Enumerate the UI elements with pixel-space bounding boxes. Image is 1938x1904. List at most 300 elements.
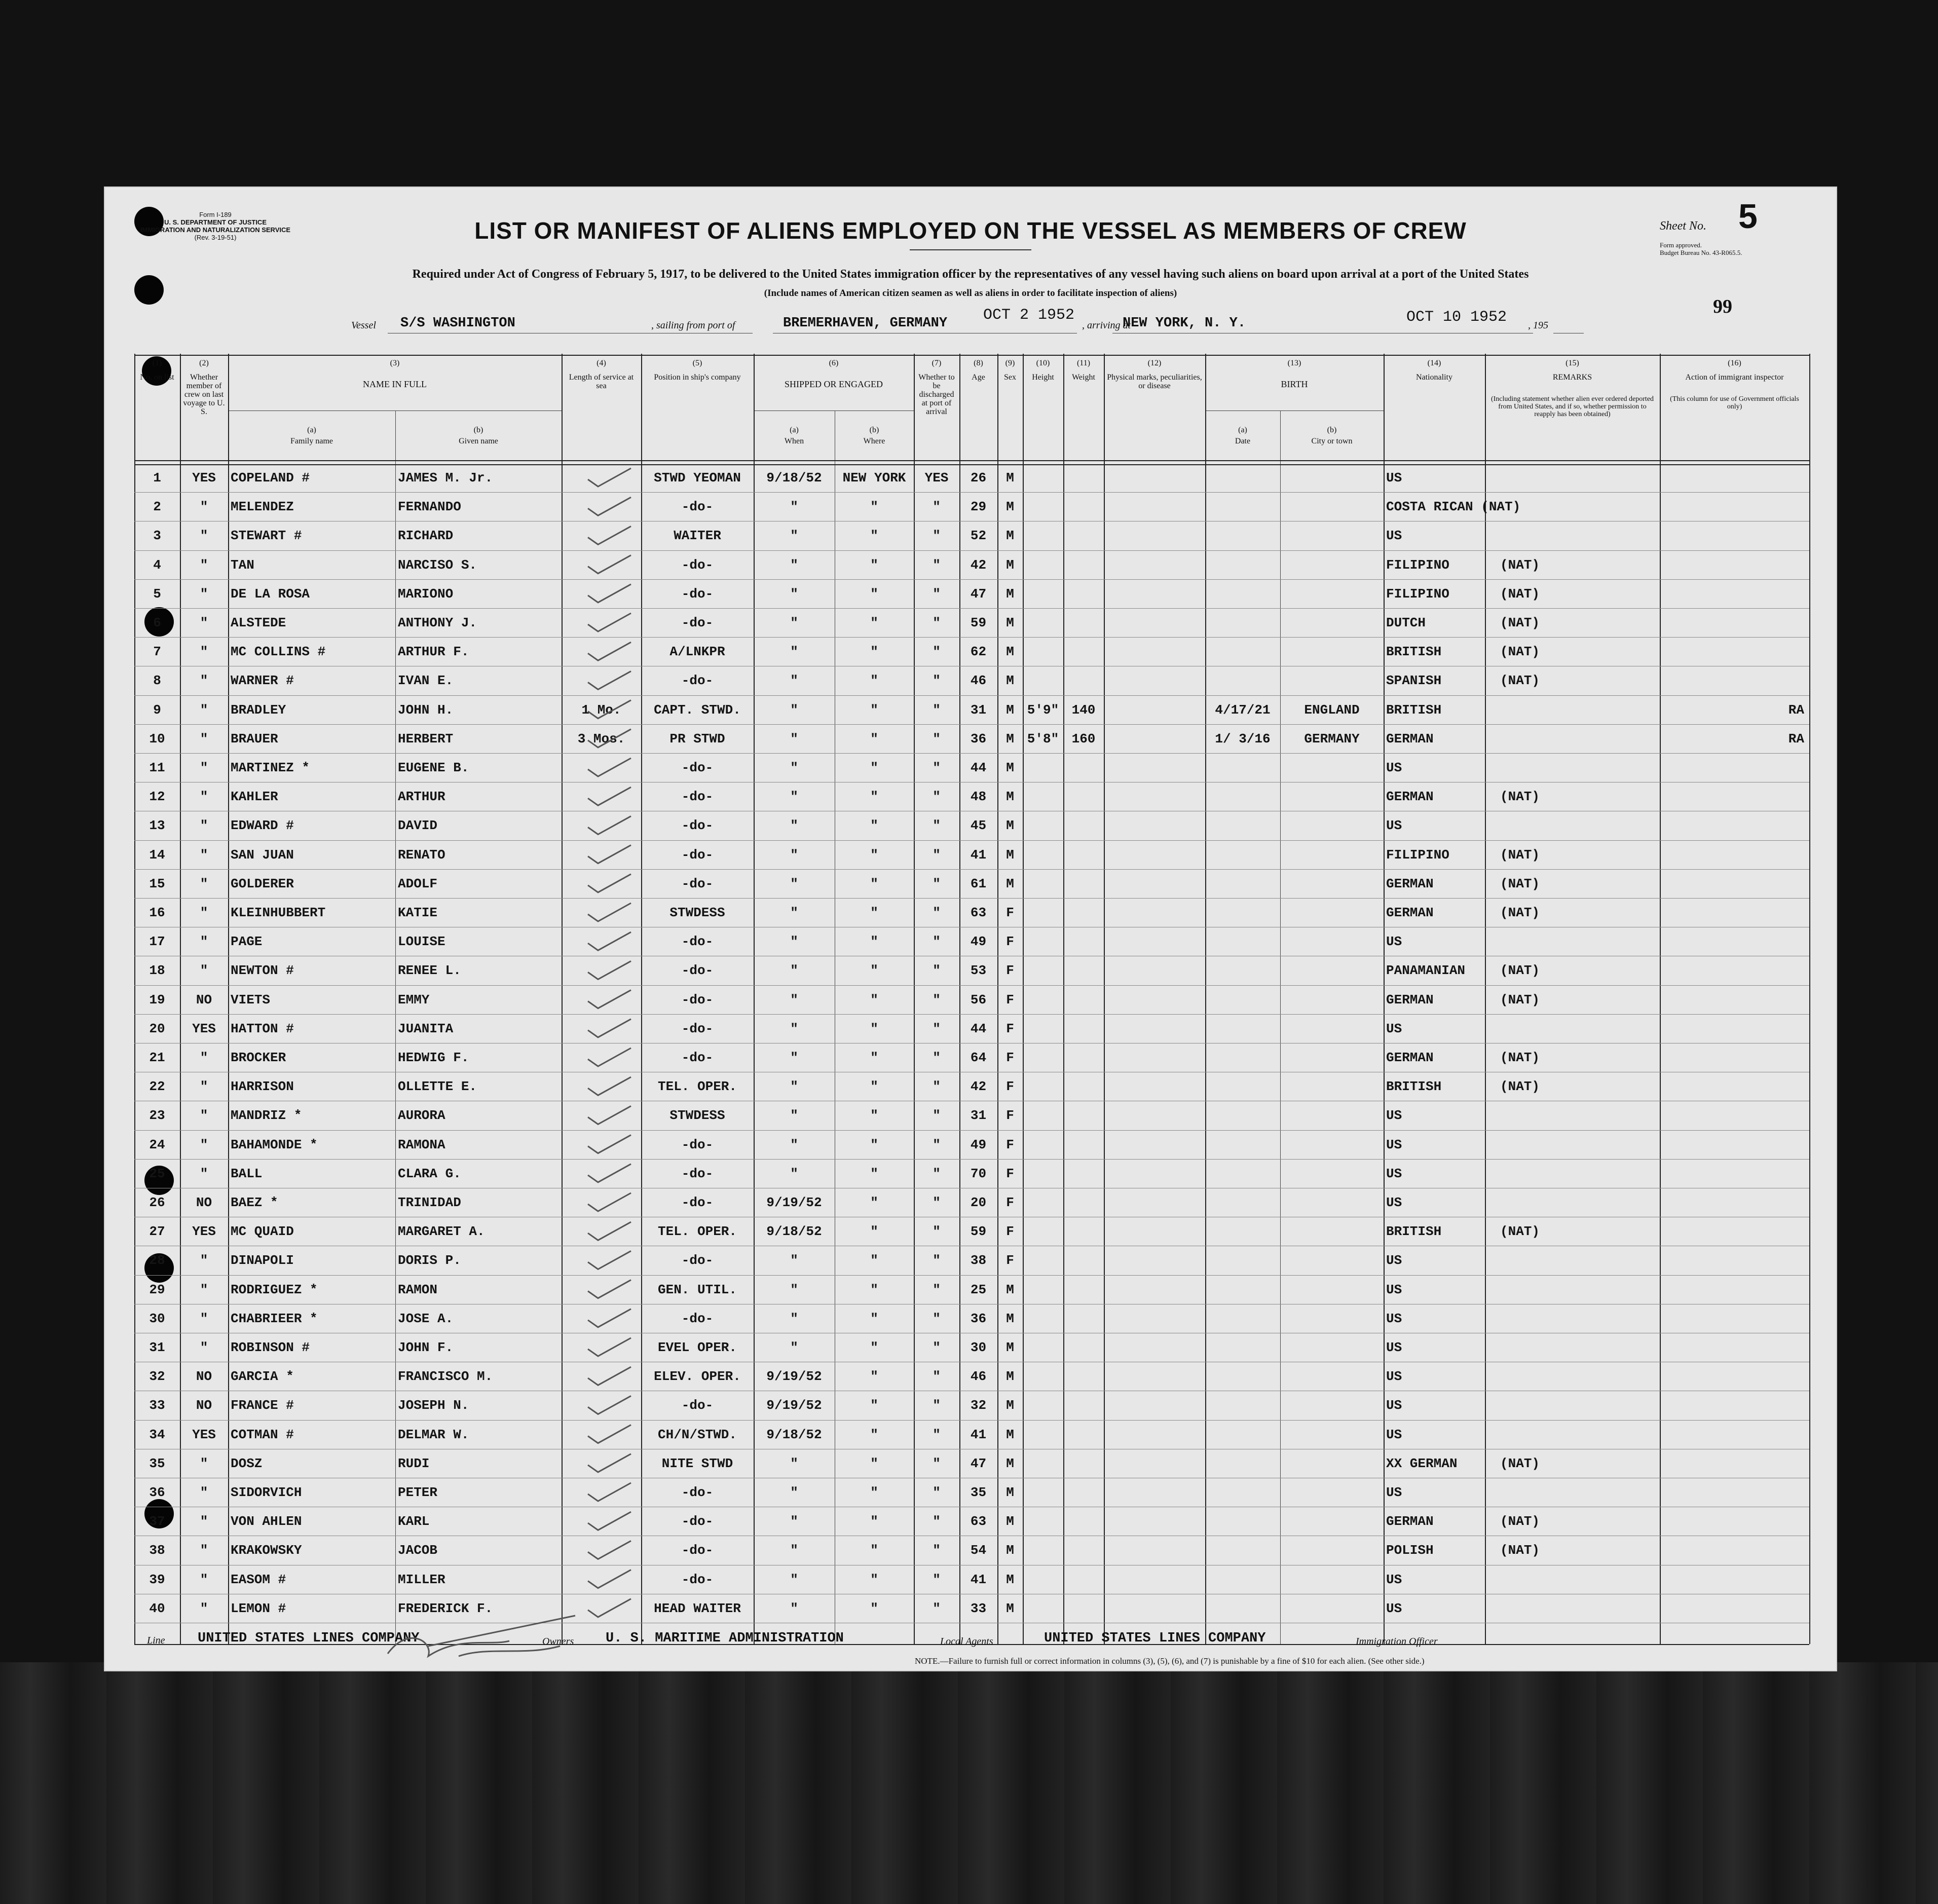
row-when: " [790,992,798,1007]
row-where: " [870,905,878,920]
row-no: 22 [149,1079,165,1095]
row-no: 5 [153,586,161,602]
row-given: JOHN F. [398,1340,454,1355]
sailing-label: , sailing from port of [651,320,735,331]
row-age: 41 [970,1427,987,1442]
row-age: 31 [970,702,987,718]
subcolumn-b-number: (b) [1327,426,1337,434]
row-disch: " [933,876,941,891]
row-family: ALSTEDE [231,615,286,630]
row-nat: XX GERMAN [1386,1455,1458,1471]
row-position: WAITER [674,528,721,544]
handwritten-marks [104,186,1837,1671]
column-label: Weight [1072,373,1095,382]
row-no: 35 [149,1455,165,1471]
column-number: (9) [1005,359,1015,367]
footer-note: NOTE.—Failure to furnish full or correct information in columns (3), (5), (6), and (7) is punishable by a fine of $10 for each alien. (See other side.) [915,1656,1425,1666]
column-label: Nationality [1416,373,1452,382]
row-family: MELENDEZ [231,499,294,515]
row-weight: 140 [1071,702,1096,718]
row-disch: " [933,702,941,718]
row-family: HARRISON [231,1079,294,1095]
row-when: " [790,847,798,863]
row-disch: " [933,1224,941,1240]
row-where: " [870,644,878,660]
owners-label: Owners [542,1636,574,1647]
row-where: " [870,1166,878,1181]
row-service: 3 Mos. [577,731,625,746]
agents-label: Local Agents [940,1636,993,1647]
row-age: 48 [970,789,987,805]
row-no: 28 [149,1253,165,1268]
row-family: VON AHLEN [231,1514,302,1529]
row-position: STWDESS [669,905,725,920]
row-given: MARIONO [398,586,454,602]
row-no: 36 [149,1485,165,1500]
row-position: -do- [681,1398,714,1413]
row-sex: M [1006,557,1014,573]
row-where: " [870,934,878,950]
row-when: " [790,1543,798,1558]
row-where: " [870,1572,878,1587]
row-no: 6 [153,615,161,630]
row-given: MILLER [398,1572,445,1587]
row-where: " [870,702,878,718]
row-prev: " [200,557,208,573]
signature-scribble [388,1616,575,1656]
row-sex: M [1006,1369,1014,1385]
row-nat: US [1386,528,1402,544]
row-family: MARTINEZ * [231,760,310,775]
row-when: " [790,934,798,950]
vessel-name: S/S WASHINGTON [400,316,515,331]
row-where: " [870,1369,878,1385]
row-disch: " [933,499,941,515]
column-label: BIRTH [1281,379,1308,389]
row-family: MC COLLINS # [231,644,326,660]
row-nat: PANAMANIAN [1386,963,1466,979]
row-sex: M [1006,1282,1014,1297]
row-position: -do- [681,1485,714,1500]
row-position: STWD YEOMAN [654,470,741,486]
row-no: 14 [149,847,165,863]
row-prev: " [200,1253,208,1268]
row-nat: GERMAN [1386,789,1434,805]
row-family: RODRIGUEZ * [231,1282,318,1297]
row-no: 7 [153,644,161,660]
row-disch: " [933,789,941,805]
row-where: " [870,1021,878,1036]
row-sex: M [1006,1455,1014,1471]
row-given: FERNANDO [398,499,461,515]
row-disch: " [933,1050,941,1065]
row-family: MC QUAID [231,1224,294,1240]
row-age: 56 [970,992,987,1007]
row-no: 32 [149,1369,165,1385]
row-prev: " [200,1514,208,1529]
row-nat: BRITISH [1386,1079,1442,1095]
row-when: " [790,644,798,660]
row-when: " [790,557,798,573]
row-prev: " [200,818,208,834]
row-position: -do- [681,934,714,950]
row-disch: " [933,644,941,660]
row-age: 54 [970,1543,987,1558]
row-where: " [870,876,878,891]
row-prev: " [200,789,208,805]
row-sex: F [1006,1253,1014,1268]
column-label: Age [972,373,985,382]
row-where: " [870,1079,878,1095]
row-bdate: 1/ 3/16 [1215,731,1271,746]
row-family: BAEZ * [231,1195,278,1210]
budget-line-1: Form approved. [1660,241,1702,249]
column-number: (11) [1076,359,1091,367]
row-age: 47 [970,1455,987,1471]
row-age: 36 [970,731,987,746]
row-no: 31 [149,1340,165,1355]
row-family: DINAPOLI [231,1253,294,1268]
row-age: 45 [970,818,987,834]
row-family: ROBINSON # [231,1340,310,1355]
row-position: -do- [681,760,714,775]
column-number: (7) [931,359,942,367]
row-age: 49 [970,1137,987,1152]
row-remarks: (NAT) [1500,1514,1540,1529]
row-family: COTMAN # [231,1427,294,1442]
row-disch: " [933,905,941,920]
row-nat: US [1386,1282,1402,1297]
row-sex: M [1006,847,1014,863]
row-given: RENATO [398,847,445,863]
row-nat: US [1386,1600,1402,1616]
row-nat: US [1386,1485,1402,1500]
row-given: ADOLF [398,876,438,891]
row-when: 9/19/52 [766,1398,822,1413]
row-age: 35 [970,1485,987,1500]
column-number: (6) [829,359,839,367]
row-prev: " [200,905,208,920]
row-given: KARL [398,1514,430,1529]
row-position: -do- [681,1050,714,1065]
row-family: GARCIA * [231,1369,294,1385]
row-sex: M [1006,1543,1014,1558]
year-suffix: , 195 [1528,320,1548,331]
row-nat: DUTCH [1386,615,1426,630]
line-value: UNITED STATES LINES COMPANY [198,1631,420,1646]
row-no: 20 [149,1021,165,1036]
row-prev: " [200,702,208,718]
row-age: 44 [970,760,987,775]
row-position: -do- [681,499,714,515]
row-no: 40 [149,1600,165,1616]
row-when: " [790,905,798,920]
row-no: 12 [149,789,165,805]
row-disch: " [933,673,941,689]
row-position: -do- [681,1543,714,1558]
row-sex: M [1006,876,1014,891]
row-disch: " [933,1600,941,1616]
row-position: -do- [681,1311,714,1326]
row-given: JACOB [398,1543,438,1558]
row-no: 13 [149,818,165,834]
row-given: FREDERICK F. [398,1600,493,1616]
row-where: " [870,1195,878,1210]
row-no: 23 [149,1108,165,1124]
row-prev: NO [196,992,212,1007]
row-nat: US [1386,1195,1402,1210]
row-where: " [870,1253,878,1268]
row-when: " [790,499,798,515]
row-disch: " [933,1543,941,1558]
row-where: " [870,557,878,573]
row-when: " [790,1340,798,1355]
row-disch: " [933,760,941,775]
row-when: " [790,1282,798,1297]
row-position: -do- [681,1166,714,1181]
row-where: " [870,818,878,834]
row-when: " [790,1572,798,1587]
row-given: MARGARET A. [398,1224,485,1240]
row-nat: US [1386,1369,1402,1385]
row-age: 33 [970,1600,987,1616]
row-age: 59 [970,1224,987,1240]
form-number: Form I-189 [199,211,232,218]
row-when: " [790,731,798,746]
row-sex: M [1006,499,1014,515]
vessel-label: Vessel [351,320,376,331]
row-where: " [870,1485,878,1500]
row-where: " [870,1224,878,1240]
row-sex: M [1006,1427,1014,1442]
row-family: EDWARD # [231,818,294,834]
row-when: " [790,1079,798,1095]
row-nat: GERMAN [1386,876,1434,891]
column-label: SHIPPED OR ENGAGED [784,379,883,389]
row-where: " [870,1514,878,1529]
row-remarks: (NAT) [1500,1050,1540,1065]
row-disch: " [933,557,941,573]
column-number: (13) [1287,359,1301,367]
row-prev: " [200,963,208,979]
row-given: ARTHUR F. [398,644,469,660]
row-where: " [870,731,878,746]
row-position: -do- [681,557,714,573]
row-nat: US [1386,1137,1402,1152]
row-given: KATIE [398,905,438,920]
row-nat: BRITISH [1386,644,1442,660]
row-sex: M [1006,1340,1014,1355]
row-where: " [870,673,878,689]
row-disch: " [933,934,941,950]
column-number: (10) [1036,359,1050,367]
row-when: " [790,963,798,979]
row-where: " [870,760,878,775]
row-where: " [870,528,878,544]
row-nat: GERMAN [1386,731,1434,746]
row-given: IVAN E. [398,673,454,689]
sheet-number: 5 [1738,197,1758,236]
row-when: " [790,1253,798,1268]
row-sex: M [1006,731,1014,746]
row-nat: FILIPINO [1386,557,1449,573]
row-remarks: (NAT) [1500,1079,1540,1095]
row-given: HEDWIG F. [398,1050,469,1065]
row-nat: US [1386,470,1402,486]
row-position: GEN. UTIL. [657,1282,737,1297]
subcolumn-a-label: Date [1235,437,1251,445]
column-number: (8) [974,359,983,367]
column-label: Height [1032,373,1054,382]
row-no: 19 [149,992,165,1007]
row-position: -do- [681,673,714,689]
row-where: " [870,499,878,515]
row-given: DELMAR W. [398,1427,469,1442]
row-prev: " [200,528,208,544]
row-when: 9/18/52 [766,470,822,486]
column-number: (14) [1427,359,1441,367]
column-label: Whether to be discharged at port of arrival [918,373,955,416]
row-position: PR STWD [669,731,725,746]
row-nat: BRITISH [1386,1224,1442,1240]
row-disch: " [933,528,941,544]
row-disch: " [933,818,941,834]
row-where: NEW YORK [842,470,906,486]
row-family: BROCKER [231,1050,286,1065]
row-where: " [870,1600,878,1616]
column-label: NAME IN FULL [363,379,427,389]
row-where: " [870,1543,878,1558]
row-nat: US [1386,760,1402,775]
row-position: -do- [681,1572,714,1587]
row-given: RICHARD [398,528,454,544]
row-family: KAHLER [231,789,278,805]
row-given: AURORA [398,1108,445,1124]
row-given: JAMES M. Jr. [398,470,493,486]
row-position: -do- [681,1195,714,1210]
row-given: DAVID [398,818,438,834]
row-disch: " [933,731,941,746]
row-sex: F [1006,1108,1014,1124]
arrival-date: OCT 10 1952 [1406,309,1507,326]
row-no: 21 [149,1050,165,1065]
row-family: MANDRIZ * [231,1108,302,1124]
subcolumn-b-label: Where [863,437,885,445]
row-where: " [870,1311,878,1326]
column-label: Whether member of crew on last voyage to U. S. [183,373,225,416]
row-when: " [790,1021,798,1036]
row-prev: " [200,760,208,775]
row-family: BRAUER [231,731,278,746]
row-when: 9/18/52 [766,1224,822,1240]
row-age: 63 [970,905,987,920]
row-disch: " [933,1195,941,1210]
row-disch: " [933,963,941,979]
service-name: IMMIGRATION AND NATURALIZATION SERVICE [140,226,291,234]
row-age: 46 [970,673,987,689]
row-no: 26 [149,1195,165,1210]
row-position: ELEV. OPER. [654,1369,741,1385]
row-given: DORIS P. [398,1253,461,1268]
row-family: GOLDERER [231,876,294,891]
row-no: 34 [149,1427,165,1442]
row-where: " [870,1108,878,1124]
row-sex: M [1006,1572,1014,1587]
row-disch: YES [924,470,949,486]
row-when: 9/19/52 [766,1369,822,1385]
row-sex: F [1006,1224,1014,1240]
row-family: STEWART # [231,528,302,544]
row-given: RAMONA [398,1137,445,1152]
row-sex: M [1006,1398,1014,1413]
row-where: " [870,1340,878,1355]
row-disch: " [933,1427,941,1442]
column-number: (12) [1147,359,1162,367]
row-family: FRANCE # [231,1398,294,1413]
row-when: " [790,1166,798,1181]
row-service: 1 Mo. [581,702,621,718]
row-sex: M [1006,1485,1014,1500]
row-age: 30 [970,1340,987,1355]
row-nat: US [1386,1108,1402,1124]
row-given: JOSE A. [398,1311,454,1326]
subcolumn-a-number: (a) [1238,426,1247,434]
row-where: " [870,615,878,630]
port-from: BREMERHAVEN, GERMANY [783,316,948,331]
manifest-sheet [104,186,1837,1671]
row-where: " [870,1398,878,1413]
row-nat: SPANISH [1386,673,1442,689]
row-position: -do- [681,615,714,630]
row-age: 41 [970,1572,987,1587]
row-position: CAPT. STWD. [654,702,741,718]
row-sex: M [1006,644,1014,660]
row-age: 70 [970,1166,987,1181]
row-when: " [790,1600,798,1616]
row-family: SIDORVICH [231,1485,302,1500]
row-position: -do- [681,847,714,863]
row-no: 3 [153,528,161,544]
column-number: (15) [1566,359,1579,367]
row-no: 38 [149,1543,165,1558]
row-no: 4 [153,557,161,573]
row-when: " [790,1050,798,1065]
row-when: " [790,760,798,775]
row-disch: " [933,1021,941,1036]
row-given: TRINIDAD [398,1195,461,1210]
row-family: NEWTON # [231,963,294,979]
row-nat: US [1386,1427,1402,1442]
row-position: -do- [681,1514,714,1529]
row-disch: " [933,615,941,630]
port-to: NEW YORK, N. Y. [1123,316,1246,331]
row-where: " [870,963,878,979]
row-no: 24 [149,1137,165,1152]
row-where: " [870,1137,878,1152]
row-prev: " [200,1340,208,1355]
row-position: A/LNKPR [669,644,725,660]
row-prev: NO [196,1195,212,1210]
row-action: RA [1788,731,1804,746]
column-label: Length of service at sea [569,373,634,390]
row-when: " [790,702,798,718]
row-position: -do- [681,992,714,1007]
row-sex: F [1006,1195,1014,1210]
document-title: LIST OR MANIFEST OF ALIENS EMPLOYED ON THE VESSEL AS MEMBERS OF CREW [474,217,1467,244]
row-sex: F [1006,963,1014,979]
row-age: 64 [970,1050,987,1065]
column-number: (3) [390,359,400,367]
